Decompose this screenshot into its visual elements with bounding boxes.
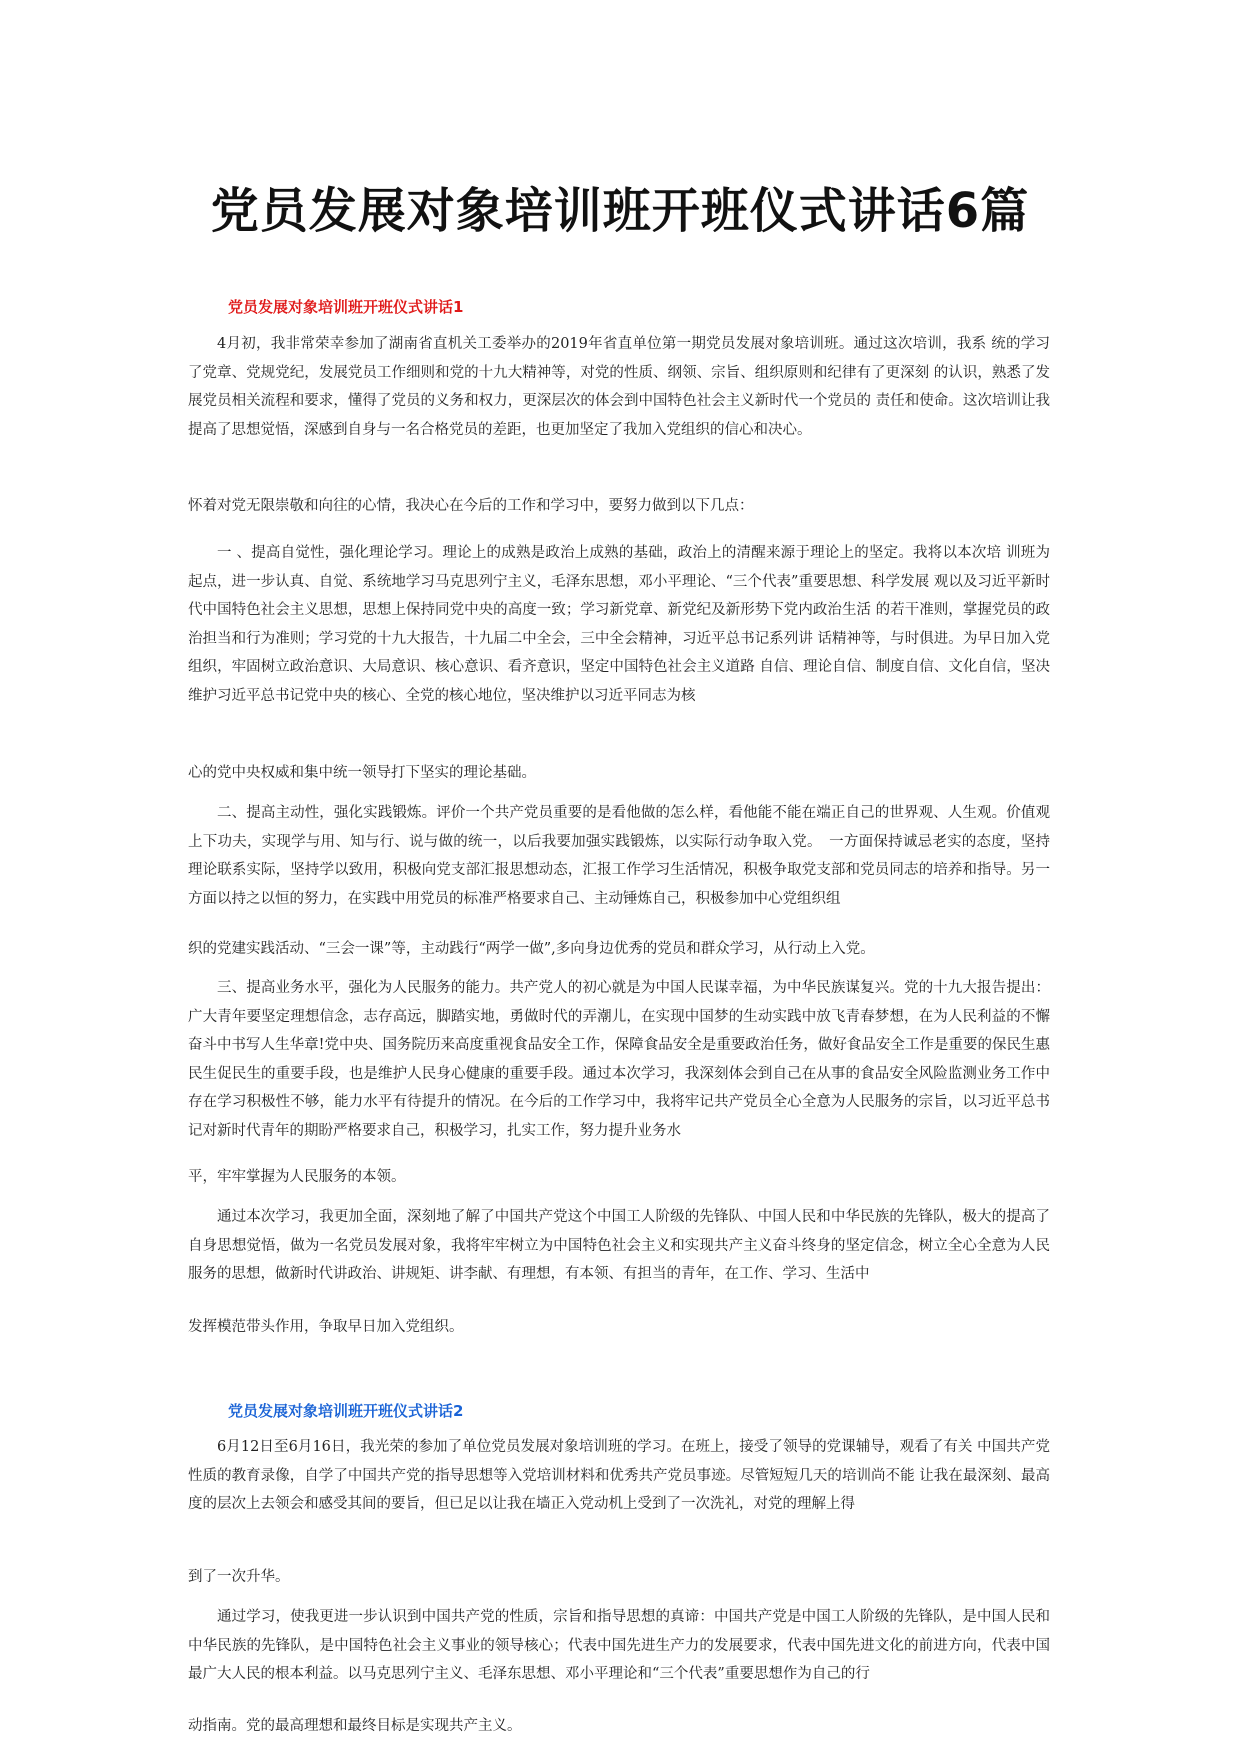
paragraph: 动指南。党的最高理想和最终目标是实现共产主义。 <box>188 1718 522 1734</box>
paragraph: 发挥模范带头作用，争取早日加入党组织。 <box>188 1319 464 1335</box>
paragraph: 平，牢牢掌握为人民服务的本领。 <box>188 1169 406 1185</box>
paragraph: 二、提高主动性，强化实践锻炼。评价一个共产党员重要的是看他做的怎么样，看他能不能在端正自己的世界观、人生观。价值观上下功夫，实现学与用、知与行、说与做的统一，以后我要加强实践锻炼，以实际行动争取入党。 一方面保持诚忌老实的态度，坚持理论联系实际，坚持学以致用，积极向党支部汇报思想动态，汇报工作学习生活情况，积极争取党支部和党员同志的培养和指导。另一方面以持之以恒的努力，在实践中用党员的标准严格要求自己、主动锤炼自己，积极参加中心党组织组 <box>188 805 1050 907</box>
paragraph: 通过学习，使我更进一步认识到中国共产党的性质，宗旨和指导思想的真谛：中国共产党是中国工人阶级的先锋队，是中国人民和中华民族的先锋队，是中国特色社会主义事业的领导核心；代表中国先进生产力的发展要求，代表中国先进文化的前进方向，代表中国最广大人民的根本利益。以马克思列宁主义、毛泽东思想、邓小平理论和“三个代表”重要思想作为自己的行 <box>188 1609 1050 1683</box>
paragraph: 怀着对党无限崇敬和向往的心情，我决心在今后的工作和学习中，要努力做到以下几点： <box>188 498 754 514</box>
section-heading-1: 党员发展对象培训班开班仪式讲话1 <box>228 298 464 316</box>
section-heading-2: 党员发展对象培训班开班仪式讲话2 <box>228 1402 464 1420</box>
paragraph: 心的党中央权威和集中统一领导打下坚实的理论基础。 <box>188 765 536 781</box>
paragraph: 到了一次升华。 <box>188 1569 290 1585</box>
paragraph: 三、提高业务水平，强化为人民服务的能力。共产党人的初心就是为中国人民谋幸福，为中华民族谋复兴。党的十九大报告提出：广大青年要坚定理想信念，志存高远，脚踏实地，勇做时代的弄潮儿，在实现中国梦的生动实践中放飞青春梦想，在为人民利益的不懈奋斗中书写人生华章!党中央、国务院历来高度重视食品安全工作，保障食品安全是重要政治任务，做好食品安全工作是重要的保民生惠民生促民生的重要手段，也是维护人民身心健康的重要手段。通过本次学习，我深刻体会到自己在从事的食品安全风险监测业务工作中存在学习积极性不够，能力水平有待提升的情况。在今后的工作学习中，我将牢记共产党员全心全意为人民服务的宗旨，以习近平总书记对新时代青年的期盼严格要求自己，积极学习，扎实工作，努力提升业务水 <box>188 980 1050 1139</box>
paragraph: 4月初，我非常荣幸参加了湖南省直机关工委举办的2019年省直单位第一期党员发展对象培训班。通过这次培训，我系 统的学习了党章、党规党纪，发展党员工作细则和党的十九大精神等，对党的性质、纲领、宗旨、组织原则和纪律有了更深刻 的认识，熟悉了发展党员相关流程和要求，懂得了党员的义务和权力，更深层次的体会到中国特色社会主义新时代一个党员的 责任和使命。这次培训让我提高了思想觉悟，深感到自身与一名合格党员的差距，也更加坚定了我加入党组织的信心和决心。 <box>188 336 1050 438</box>
paragraph: 织的党建实践活动、“三会一课”等，主动践行“两学一做”,多向身边优秀的党员和群众学习，从行动上入党。 <box>188 941 875 957</box>
paragraph: 一 、提高自觉性，强化理论学习。理论上的成熟是政治上成熟的基础，政治上的清醒来源于理论上的坚定。我将以本次培 训班为起点，进一步认真、自觉、系统地学习马克思列宁主义，毛泽东思想，邓小平理论、“三个代表”重要思想、科学发展 观以及习近平新时代中国特色社会主义思想，思想上保持同党中央的高度一致；学习新党章、新党纪及新形势下党内政治生活 的若干准则，掌握党员的政治担当和行为准则；学习党的十九大报告，十九届二中全会，三中全会精神，习近平总书记系列讲 话精神等，与时俱进。为早日加入党组织，牢固树立政治意识、大局意识、核心意识、看齐意识，坚定中国特色社会主义道路 自信、理论自信、制度自信、文化自信，坚决维护习近平总书记党中央的核心、全党的核心地位，坚决维护以习近平同志为核 <box>188 545 1050 704</box>
paragraph: 6月12日至6月16日，我光荣的参加了单位党员发展对象培训班的学习。在班上，接受了领导的党课辅导，观看了有关 中国共产党性质的教育录像，自学了中国共产党的指导思想等入党培训材料和优秀共产党员事迹。尽管短短几天的培训尚不能 让我在最深刻、最高度的层次上去领会和感受其间的要旨，但已足以让我在墙正入党动机上受到了一次洗礼，对党的理解上得 <box>188 1439 1050 1513</box>
document-title: 党员发展对象培训班开班仪式讲话6篇 <box>210 183 1030 239</box>
paragraph: 通过本次学习，我更加全面，深刻地了解了中国共产党这个中国工人阶级的先锋队、中国人民和中华民族的先锋队，极大的提高了自身思想觉悟，做为一名党员发展对象，我将牢牢树立为中国特色社会主义和实现共产主义奋斗终身的坚定信念，树立全心全意为人民服务的思想，做新时代讲政治、讲规矩、讲李献、有理想，有本领、有担当的青年，在工作、学习、生活中 <box>188 1209 1050 1283</box>
